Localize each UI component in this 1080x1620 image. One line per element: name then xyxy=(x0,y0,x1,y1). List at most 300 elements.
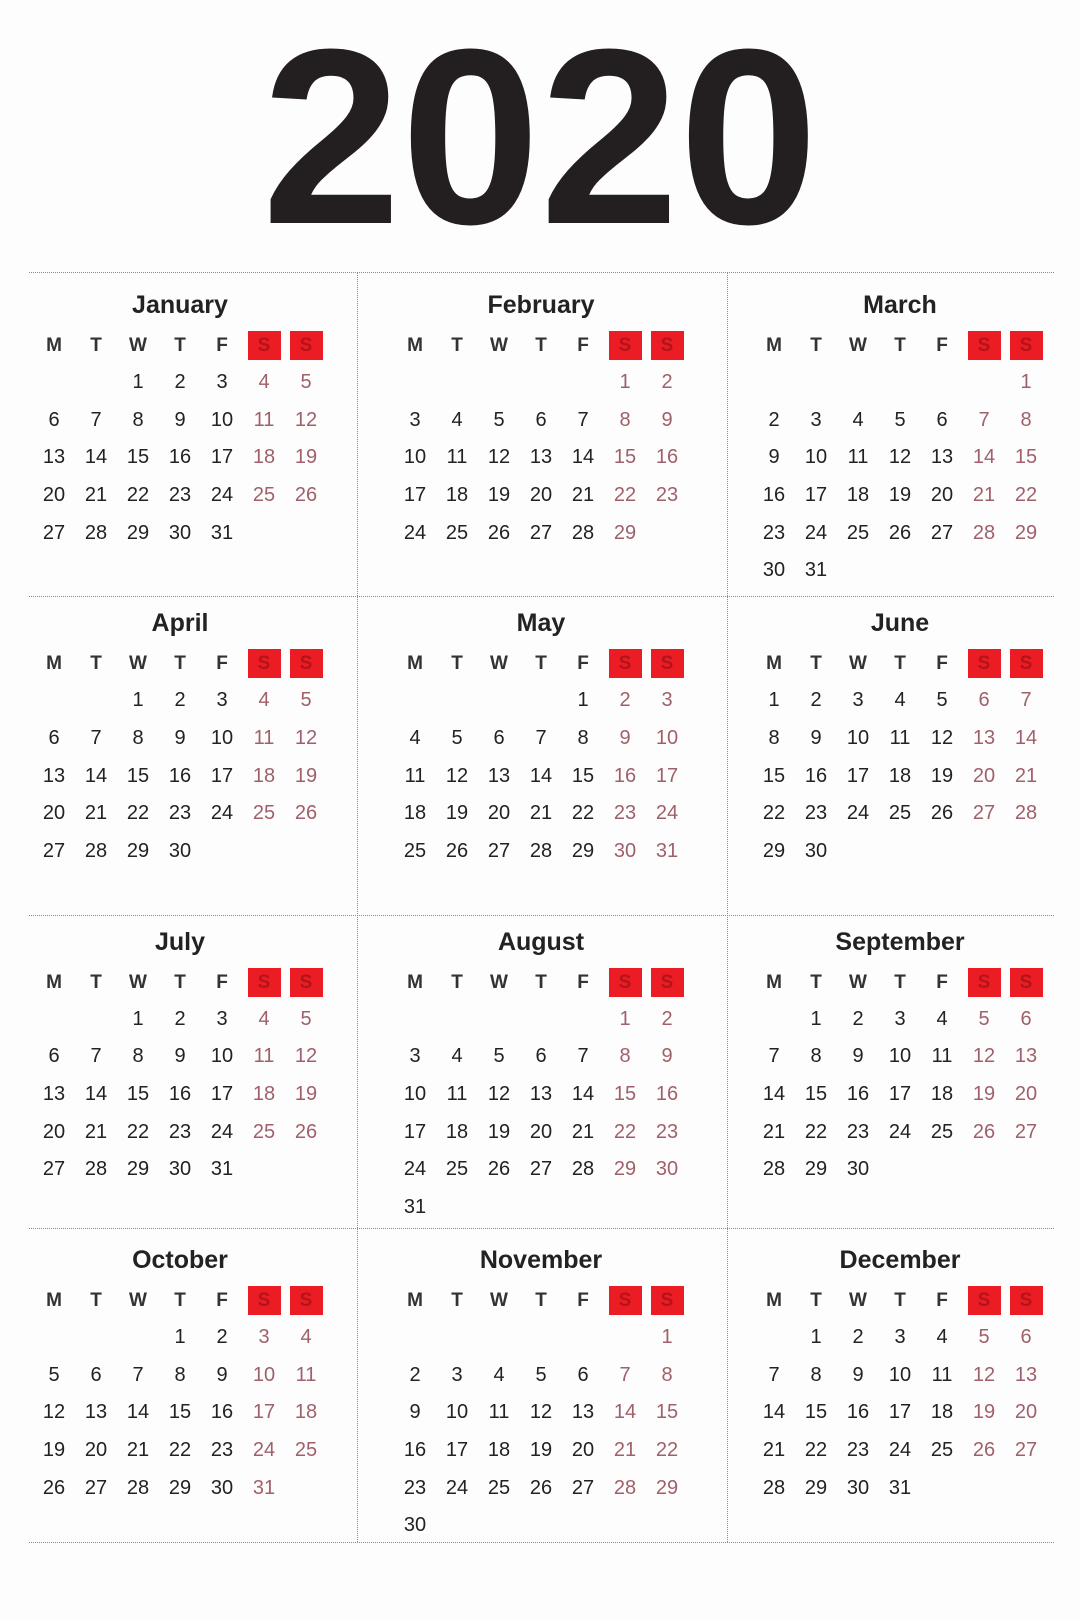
day-cell xyxy=(75,1319,117,1357)
weekday-header-row xyxy=(394,968,688,998)
week-row xyxy=(394,1114,688,1152)
weekend-day-cell: 14 xyxy=(1014,726,1038,749)
month-name: June xyxy=(870,609,930,638)
weekday-header-cell: W xyxy=(129,1289,147,1311)
week-row xyxy=(33,833,327,871)
week-row xyxy=(394,720,688,758)
day-cell: 31 xyxy=(403,1196,427,1219)
day-cell: 5 xyxy=(936,689,948,712)
day-cell: 24 xyxy=(403,521,427,544)
weekend-day-cell xyxy=(646,1507,688,1545)
day-cell: 22 xyxy=(762,802,786,825)
weekday-header-cell: T xyxy=(451,1289,463,1311)
day-cell xyxy=(837,552,879,590)
week-row xyxy=(753,1076,1047,1114)
day-cell: 9 xyxy=(174,408,186,431)
month-name: March xyxy=(863,291,937,319)
month-block xyxy=(394,608,688,908)
weekend-day-cell xyxy=(1005,833,1047,871)
weekday-header-cell: T xyxy=(894,971,906,993)
weekday-header-cell: F xyxy=(216,335,228,356)
day-cell: 4 xyxy=(451,408,463,431)
day-cell xyxy=(837,364,879,402)
weekend-day-cell xyxy=(604,1189,646,1227)
day-cell xyxy=(75,1001,117,1039)
weekend-header-label: S xyxy=(651,1286,684,1315)
day-cell: 6 xyxy=(48,726,60,749)
day-cell: 10 xyxy=(403,446,427,469)
day-cell: 18 xyxy=(930,1401,954,1424)
day-cell: 30 xyxy=(168,1158,192,1181)
day-cell: 8 xyxy=(768,726,780,749)
day-cell: 1 xyxy=(132,371,144,393)
week-row xyxy=(753,364,1047,402)
weekend-day-cell: 20 xyxy=(1014,1401,1038,1424)
weekend-day-cell: 2 xyxy=(661,1007,673,1030)
day-cell xyxy=(436,1507,478,1545)
weekday-header-row xyxy=(33,1286,327,1316)
weekday-header-cell: M xyxy=(766,1289,782,1311)
weekend-day-cell: 31 xyxy=(252,1476,276,1499)
weekday-header-cell: T xyxy=(174,971,186,993)
week-row xyxy=(33,439,327,477)
day-cell: 26 xyxy=(529,1476,553,1499)
day-cell: 24 xyxy=(403,1158,427,1181)
day-cell: 5 xyxy=(493,408,505,431)
day-cell: 29 xyxy=(168,1476,192,1499)
day-cell xyxy=(478,364,520,402)
weekend-day-cell: 15 xyxy=(1014,446,1038,469)
day-cell: 9 xyxy=(852,1045,864,1068)
weekend-day-cell: 23 xyxy=(655,484,679,507)
weekday-header-cell: W xyxy=(849,1289,867,1311)
day-cell: 4 xyxy=(409,726,421,749)
weekday-header-cell: T xyxy=(535,1289,547,1311)
weekday-header-cell: T xyxy=(90,653,102,675)
weekday-header-cell: F xyxy=(577,335,589,356)
weekend-day-cell: 6 xyxy=(1020,1325,1032,1348)
month-name: February xyxy=(487,291,595,319)
weekend-header-cell xyxy=(1005,649,1047,679)
day-cell: 21 xyxy=(762,1120,786,1143)
weekend-day-cell: 5 xyxy=(300,1007,312,1030)
week-row xyxy=(753,682,1047,720)
day-cell: 6 xyxy=(48,1045,60,1068)
weekend-day-cell: 29 xyxy=(613,1158,637,1181)
day-cell: 25 xyxy=(930,1438,954,1461)
day-cell xyxy=(436,364,478,402)
weekend-day-cell: 10 xyxy=(252,1363,276,1386)
month-block xyxy=(394,1245,688,1545)
day-cell: 1 xyxy=(174,1325,186,1348)
day-cell: 13 xyxy=(487,764,511,787)
weekend-day-cell: 25 xyxy=(252,484,276,507)
week-row xyxy=(33,515,327,553)
weekend-day-cell: 1 xyxy=(661,1325,673,1348)
day-cell: 18 xyxy=(445,484,469,507)
day-cell: 17 xyxy=(445,1438,469,1461)
weekday-header-row xyxy=(33,331,327,361)
day-cell: 26 xyxy=(42,1476,66,1499)
day-cell: 9 xyxy=(174,1045,186,1068)
weekend-day-cell: 30 xyxy=(655,1158,679,1181)
day-cell: 18 xyxy=(487,1438,511,1461)
day-cell: 24 xyxy=(804,521,828,544)
day-cell: 16 xyxy=(168,1082,192,1105)
day-cell: 11 xyxy=(931,1363,953,1386)
day-cell: 14 xyxy=(762,1401,786,1424)
weekend-day-cell: 29 xyxy=(613,521,637,544)
weekend-header-cell xyxy=(604,331,646,361)
weekend-day-cell: 28 xyxy=(613,1476,637,1499)
weekend-day-cell: 4 xyxy=(258,371,270,393)
day-cell: 22 xyxy=(126,484,150,507)
weekend-day-cell: 18 xyxy=(252,446,276,469)
day-cell: 2 xyxy=(409,1363,421,1386)
weekend-header-cell xyxy=(963,331,1005,361)
weekday-header-row xyxy=(33,968,327,998)
day-cell: 25 xyxy=(930,1120,954,1143)
day-cell: 13 xyxy=(529,1082,553,1105)
weekend-day-cell: 22 xyxy=(613,484,637,507)
weekday-header-cell: T xyxy=(810,335,822,356)
weekday-header-cell: F xyxy=(216,971,228,993)
day-cell: 3 xyxy=(894,1325,906,1348)
weekend-day-cell xyxy=(963,364,1005,402)
weekend-day-cell: 12 xyxy=(972,1045,996,1068)
weekend-day-cell: 26 xyxy=(294,1120,318,1143)
day-cell: 21 xyxy=(571,484,595,507)
day-cell xyxy=(753,1001,795,1039)
weekend-day-cell: 4 xyxy=(258,689,270,712)
day-cell: 22 xyxy=(804,1438,828,1461)
weekend-header-cell xyxy=(243,331,285,361)
weekday-header-cell: F xyxy=(936,335,948,356)
day-cell: 8 xyxy=(174,1363,186,1386)
day-cell: 6 xyxy=(493,726,505,749)
week-row xyxy=(33,1470,327,1508)
weekend-day-cell: 1 xyxy=(1020,371,1032,393)
day-cell: 9 xyxy=(216,1363,228,1386)
weekend-header-cell xyxy=(243,968,285,998)
day-cell: 20 xyxy=(571,1438,595,1461)
day-cell: 15 xyxy=(168,1401,192,1424)
week-row xyxy=(33,1076,327,1114)
weekday-header-cell: W xyxy=(129,335,147,356)
weekend-day-cell: 13 xyxy=(1014,1363,1038,1386)
day-cell: 13 xyxy=(529,446,553,469)
month-block xyxy=(394,927,688,1227)
day-cell: 13 xyxy=(42,764,66,787)
weekend-day-cell: 11 xyxy=(253,726,275,749)
day-cell: 3 xyxy=(852,689,864,712)
day-cell: 30 xyxy=(846,1476,870,1499)
weekend-day-cell: 20 xyxy=(1014,1082,1038,1105)
weekday-header-cell: W xyxy=(490,1289,508,1311)
day-cell: 18 xyxy=(403,802,427,825)
divider-line xyxy=(29,1228,1054,1229)
day-cell: 27 xyxy=(42,1158,66,1181)
day-cell xyxy=(753,364,795,402)
divider-line xyxy=(29,915,1054,916)
day-cell: 10 xyxy=(403,1082,427,1105)
weekend-day-cell: 16 xyxy=(655,1082,679,1105)
weekday-header-cell: T xyxy=(90,335,102,356)
weekday-header-cell: T xyxy=(810,1289,822,1311)
weekday-header-cell: F xyxy=(216,1289,228,1311)
weekend-day-cell xyxy=(646,515,688,553)
weekend-day-cell: 19 xyxy=(294,764,318,787)
weekday-header-cell: T xyxy=(894,653,906,675)
week-row xyxy=(753,1432,1047,1470)
weekend-header-label: S xyxy=(248,968,281,997)
weekday-header-row xyxy=(394,1286,688,1316)
day-cell: 5 xyxy=(451,726,463,749)
day-cell: 30 xyxy=(210,1476,234,1499)
day-cell: 21 xyxy=(84,1120,108,1143)
day-cell: 28 xyxy=(571,1158,595,1181)
day-cell: 12 xyxy=(487,1082,511,1105)
weekend-day-cell: 22 xyxy=(1014,484,1038,507)
weekend-day-cell: 1 xyxy=(619,1007,631,1030)
weekend-day-cell: 22 xyxy=(613,1120,637,1143)
week-row xyxy=(394,1357,688,1395)
day-cell: 17 xyxy=(888,1082,912,1105)
date-rows xyxy=(753,682,1047,870)
day-cell: 29 xyxy=(126,1158,150,1181)
day-cell: 29 xyxy=(571,840,595,863)
weekend-day-cell: 14 xyxy=(972,446,996,469)
weekend-day-cell: 29 xyxy=(655,1476,679,1499)
day-cell: 13 xyxy=(42,446,66,469)
day-cell: 28 xyxy=(84,1158,108,1181)
day-cell: 16 xyxy=(804,764,828,787)
weekend-day-cell: 26 xyxy=(294,484,318,507)
weekday-header-cell: T xyxy=(174,653,186,675)
weekend-day-cell: 15 xyxy=(613,446,637,469)
week-row xyxy=(394,1507,688,1545)
day-cell: 25 xyxy=(888,802,912,825)
day-cell: 17 xyxy=(210,1082,234,1105)
day-cell: 27 xyxy=(42,521,66,544)
weekend-day-cell xyxy=(285,833,327,871)
week-row xyxy=(33,1114,327,1152)
weekday-header-cell: T xyxy=(451,653,463,675)
day-cell: 23 xyxy=(846,1120,870,1143)
month-block xyxy=(33,290,327,590)
day-cell: 15 xyxy=(126,1082,150,1105)
day-cell: 23 xyxy=(210,1438,234,1461)
weekend-header-cell xyxy=(285,1286,327,1316)
year-title: 2020 xyxy=(261,0,819,276)
day-cell: 28 xyxy=(762,1158,786,1181)
day-cell xyxy=(879,364,921,402)
weekend-day-cell: 29 xyxy=(1014,521,1038,544)
day-cell: 15 xyxy=(126,764,150,787)
day-cell: 10 xyxy=(804,446,828,469)
day-cell: 14 xyxy=(571,446,595,469)
weekend-day-cell: 21 xyxy=(613,1438,637,1461)
weekday-header-cell: M xyxy=(766,335,782,356)
day-cell: 23 xyxy=(846,1438,870,1461)
date-rows xyxy=(33,682,327,870)
day-cell: 2 xyxy=(174,1007,186,1030)
date-rows xyxy=(33,1001,327,1189)
day-cell xyxy=(520,1319,562,1357)
weekend-day-cell: 28 xyxy=(972,521,996,544)
weekend-day-cell: 22 xyxy=(655,1438,679,1461)
week-row xyxy=(753,1470,1047,1508)
day-cell: 5 xyxy=(535,1363,547,1386)
weekday-header-cell: W xyxy=(490,653,508,675)
day-cell: 17 xyxy=(403,484,427,507)
day-cell: 30 xyxy=(804,840,828,863)
day-cell: 8 xyxy=(810,1045,822,1068)
day-cell: 7 xyxy=(90,408,102,431)
month-name: December xyxy=(839,1245,961,1274)
day-cell: 29 xyxy=(804,1158,828,1181)
day-cell: 9 xyxy=(409,1401,421,1424)
week-row xyxy=(33,1319,327,1357)
week-row xyxy=(753,477,1047,515)
week-row xyxy=(394,1319,688,1357)
weekday-header-cell: T xyxy=(174,1289,186,1311)
day-cell: 11 xyxy=(446,1082,468,1105)
day-cell: 7 xyxy=(132,1363,144,1386)
day-cell: 17 xyxy=(888,1401,912,1424)
weekend-day-cell: 25 xyxy=(252,1120,276,1143)
date-rows xyxy=(394,1001,688,1227)
weekend-day-cell: 11 xyxy=(253,408,275,431)
date-rows xyxy=(753,364,1047,590)
day-cell xyxy=(921,364,963,402)
day-cell: 30 xyxy=(168,521,192,544)
weekend-header-label: S xyxy=(609,331,642,360)
week-row xyxy=(33,1151,327,1189)
weekend-day-cell: 21 xyxy=(972,484,996,507)
week-row xyxy=(394,1076,688,1114)
divider-line xyxy=(727,272,728,1542)
day-cell: 28 xyxy=(126,1476,150,1499)
day-cell xyxy=(520,1189,562,1227)
day-cell xyxy=(879,1151,921,1189)
weekday-header-cell: T xyxy=(451,971,463,993)
day-cell: 9 xyxy=(852,1363,864,1386)
week-row xyxy=(753,758,1047,796)
day-cell: 24 xyxy=(210,484,234,507)
day-cell: 9 xyxy=(768,446,780,469)
day-cell: 29 xyxy=(762,840,786,863)
weekend-day-cell: 27 xyxy=(1014,1120,1038,1143)
weekday-header-cell: M xyxy=(766,653,782,675)
weekday-header-row xyxy=(753,1286,1047,1316)
weekend-day-cell: 8 xyxy=(619,408,631,431)
month-block xyxy=(753,290,1047,590)
day-cell: 19 xyxy=(529,1438,553,1461)
weekend-day-cell: 1 xyxy=(619,371,631,393)
week-row xyxy=(394,795,688,833)
day-cell xyxy=(837,833,879,871)
weekend-day-cell: 16 xyxy=(655,446,679,469)
weekend-day-cell: 25 xyxy=(252,802,276,825)
date-rows xyxy=(394,364,688,552)
day-cell xyxy=(562,1319,604,1357)
week-row xyxy=(33,795,327,833)
day-cell: 15 xyxy=(804,1082,828,1105)
weekend-header-label: S xyxy=(1010,649,1043,678)
weekend-header-label: S xyxy=(968,649,1001,678)
day-cell: 10 xyxy=(445,1401,469,1424)
day-cell: 28 xyxy=(529,840,553,863)
day-cell: 2 xyxy=(174,689,186,712)
week-row xyxy=(753,552,1047,590)
day-cell: 19 xyxy=(487,1120,511,1143)
weekend-header-label: S xyxy=(1010,1286,1043,1315)
week-row xyxy=(394,758,688,796)
month-name: October xyxy=(132,1245,228,1274)
day-cell: 27 xyxy=(930,521,954,544)
weekend-day-cell xyxy=(1005,1470,1047,1508)
weekend-day-cell xyxy=(963,833,1005,871)
day-cell: 7 xyxy=(90,1045,102,1068)
day-cell: 31 xyxy=(210,521,234,544)
weekend-day-cell: 11 xyxy=(253,1045,275,1068)
day-cell: 11 xyxy=(931,1045,953,1068)
day-cell: 27 xyxy=(42,840,66,863)
weekday-header-row xyxy=(753,649,1047,679)
weekend-day-cell: 5 xyxy=(300,371,312,393)
day-cell: 15 xyxy=(804,1401,828,1424)
weekend-day-cell: 15 xyxy=(613,1082,637,1105)
weekday-header-cell: T xyxy=(451,335,463,356)
day-cell: 17 xyxy=(210,764,234,787)
weekend-day-cell xyxy=(243,833,285,871)
weekend-header-cell xyxy=(646,1286,688,1316)
week-row xyxy=(394,833,688,871)
weekday-header-cell: F xyxy=(936,1289,948,1311)
week-row xyxy=(33,1432,327,1470)
day-cell xyxy=(33,1001,75,1039)
month-name: August xyxy=(497,927,585,956)
weekday-header-cell: F xyxy=(577,653,589,675)
day-cell: 26 xyxy=(487,1158,511,1181)
day-cell: 6 xyxy=(90,1363,102,1386)
weekday-header-cell: T xyxy=(535,971,547,993)
day-cell: 24 xyxy=(888,1120,912,1143)
day-cell xyxy=(75,682,117,720)
day-cell: 20 xyxy=(84,1438,108,1461)
day-cell: 10 xyxy=(888,1045,912,1068)
month-name: July xyxy=(154,927,206,956)
weekend-day-cell: 2 xyxy=(619,689,631,712)
day-cell: 7 xyxy=(90,726,102,749)
day-cell: 22 xyxy=(126,802,150,825)
day-cell: 5 xyxy=(493,1045,505,1068)
day-cell: 21 xyxy=(529,802,553,825)
week-row xyxy=(33,364,327,402)
day-cell: 28 xyxy=(571,521,595,544)
day-cell: 20 xyxy=(42,802,66,825)
day-cell xyxy=(117,1319,159,1357)
weekend-day-cell xyxy=(285,515,327,553)
weekend-day-cell: 11 xyxy=(295,1363,317,1386)
day-cell: 21 xyxy=(126,1438,150,1461)
weekend-day-cell: 31 xyxy=(655,840,679,863)
weekday-header-cell: F xyxy=(577,1289,589,1311)
weekend-day-cell: 18 xyxy=(294,1401,318,1424)
weekend-header-cell xyxy=(285,968,327,998)
weekday-header-cell: M xyxy=(407,971,423,993)
